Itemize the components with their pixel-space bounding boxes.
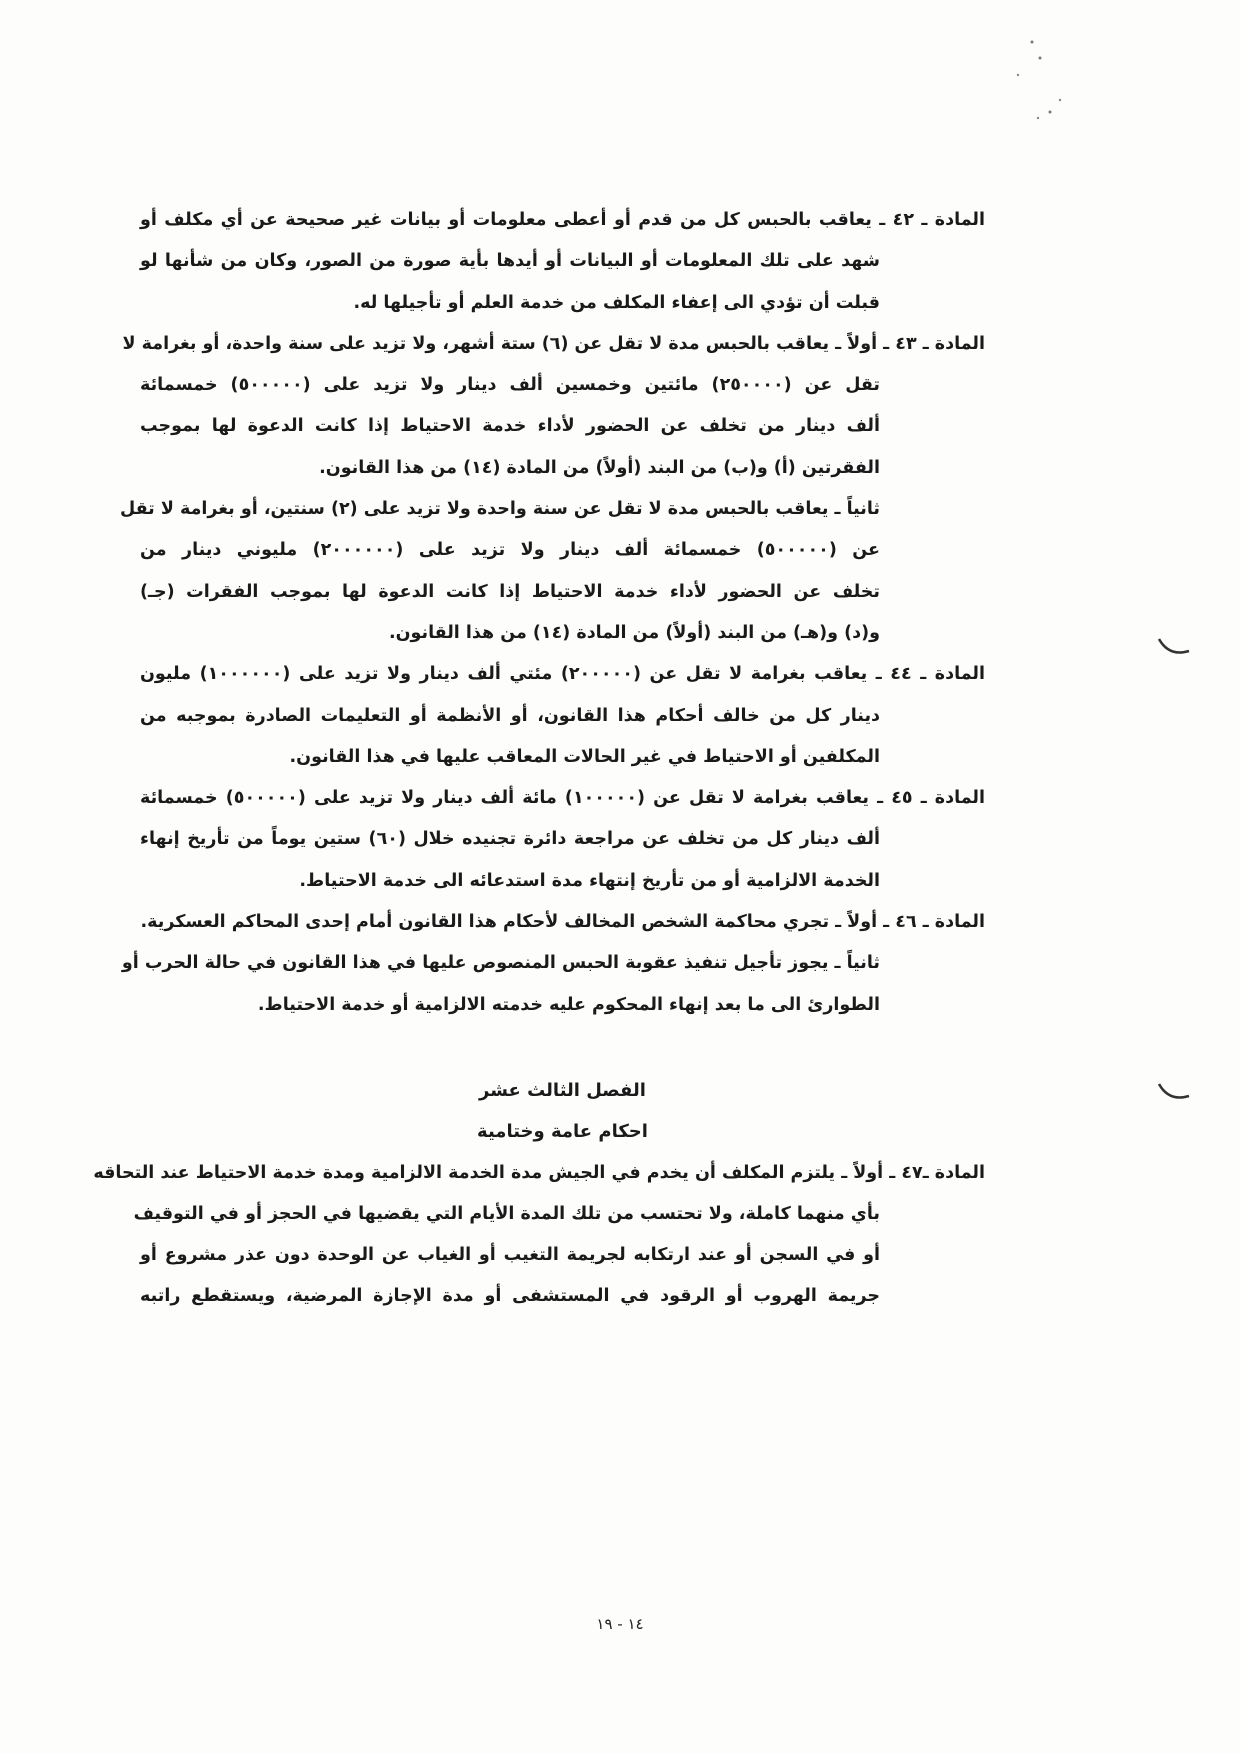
article-45-line: ألف دينار كل من تخلف عن مراجعة دائرة تجنيده خلال (٦٠) ستين يوماً من تأريخ إنهاء (140, 829, 880, 850)
article-43-line: عن (٥٠٠٠٠٠) خمسمائة ألف دينار ولا تزيد على (٢٠٠٠٠٠٠) مليوني دينار من (140, 540, 880, 561)
article-42-line: شهد على تلك المعلومات أو البيانات أو أيدها بأية صورة من الصور، وكان من شأنها لو (140, 251, 880, 272)
punch-hole-mark-1 (1155, 635, 1195, 665)
article-47-line: المادة ـ٤٧ ـ أولاً ـ يلتزم المكلف أن يخدم في الجيش مدة الخدمة الالزامية ومدة خدمة الاحتياط عند التحاقه (93, 1162, 985, 1183)
chapter-subtitle: احكام عامة وختامية (477, 1121, 648, 1143)
article-44-line: دينار كل من خالف أحكام هذا القانون، أو الأنظمة أو التعليمات الصادرة بموجبه من (140, 705, 880, 726)
article-43-line: تخلف عن الحضور لأداء خدمة الاحتياط إذا كانت الدعوة لها بموجب الفقرات (جـ) (140, 581, 880, 602)
article-43-line: ثانياً ـ يعاقب بالحبس مدة لا تقل عن سنة واحدة ولا تزيد على (٢) سنتين، أو بغرامة لا تقل (119, 499, 880, 520)
article-46-line: ثانياً ـ يجوز تأجيل تنفيذ عقوبة الحبس المنصوص عليها في هذا القانون في حالة الحرب أو (121, 953, 880, 974)
article-43-line: ألف دينار من تخلف عن الحضور لأداء خدمة الاحتياط إذا كانت الدعوة لها بموجب (140, 416, 880, 437)
article-43-line: المادة ـ ٤٣ ـ أولاً ـ يعاقب بالحبس مدة لا تقل عن (٦) ستة أشهر، ولا تزيد على سنة واحدة، أو بغرامة لا (122, 333, 985, 354)
document-body (93, 200, 985, 1318)
punch-hole-mark-2 (1155, 1080, 1195, 1110)
article-42-line: قبلت أن تؤدي الى إعفاء المكلف من خدمة العلم أو تأجيلها له. (353, 292, 880, 313)
article-46-line: الطوارئ الى ما بعد إنهاء المحكوم عليه خدمته الالزامية أو خدمة الاحتياط. (257, 994, 880, 1015)
article-45-line: المادة ـ ٤٥ ـ يعاقب بغرامة لا تقل عن (١٠٠٠٠٠) مائة ألف دينار ولا تزيد على (٥٠٠٠٠٠) خمسمائة (140, 788, 985, 809)
scan-specks (1010, 30, 1070, 120)
article-44-line: المكلفين أو الاحتياط في غير الحالات المعاقب عليها في هذا القانون. (289, 746, 880, 767)
page-number: ١٤ - ١٩ (596, 1615, 644, 1633)
article-43-line: الفقرتين (أ) و(ب) من البند (أولاً) من المادة (١٤) من هذا القانون. (319, 457, 880, 478)
article-43-line: تقل عن (٢٥٠٠٠٠) مائتين وخمسين ألف دينار ولا تزيد على (٥٠٠٠٠٠) خمسمائة (140, 375, 880, 396)
chapter-title: الفصل الثالث عشر (479, 1079, 646, 1101)
article-42-line: المادة ـ ٤٢ ـ يعاقب بالحبس كل من قدم أو أعطى معلومات أو بيانات غير صحيحة عن أي مكلف أو (140, 210, 985, 230)
article-47-line: بأي منهما كاملة، ولا تحتسب من تلك المدة الأيام التي يقضيها في الحجز أو في التوقيف (133, 1203, 880, 1224)
article-46-line: المادة ـ ٤٦ ـ أولاً ـ تجري محاكمة الشخص المخالف لأحكام هذا القانون أمام إحدى المحاكم العسكرية. (140, 912, 985, 933)
article-43-line: و(د) و(هـ) من البند (أولاً) من المادة (١٤) من هذا القانون. (388, 622, 880, 643)
article-47-line: أو في السجن أو عند ارتكابه لجريمة التغيب أو الغياب عن الوحدة دون عذر مشروع أو (140, 1245, 880, 1266)
article-45-line: الخدمة الالزامية أو من تأريخ إنتهاء مدة استدعائه الى خدمة الاحتياط. (299, 870, 880, 891)
article-47-line: جريمة الهروب أو الرقود في المستشفى أو مدة الإجازة المرضية، ويستقطع راتبه (140, 1286, 880, 1307)
article-44-line: المادة ـ ٤٤ ـ يعاقب بغرامة لا تقل عن (٢٠٠٠٠٠) مئتي ألف دينار ولا تزيد على (١٠٠٠٠٠٠) مليون (140, 664, 985, 685)
